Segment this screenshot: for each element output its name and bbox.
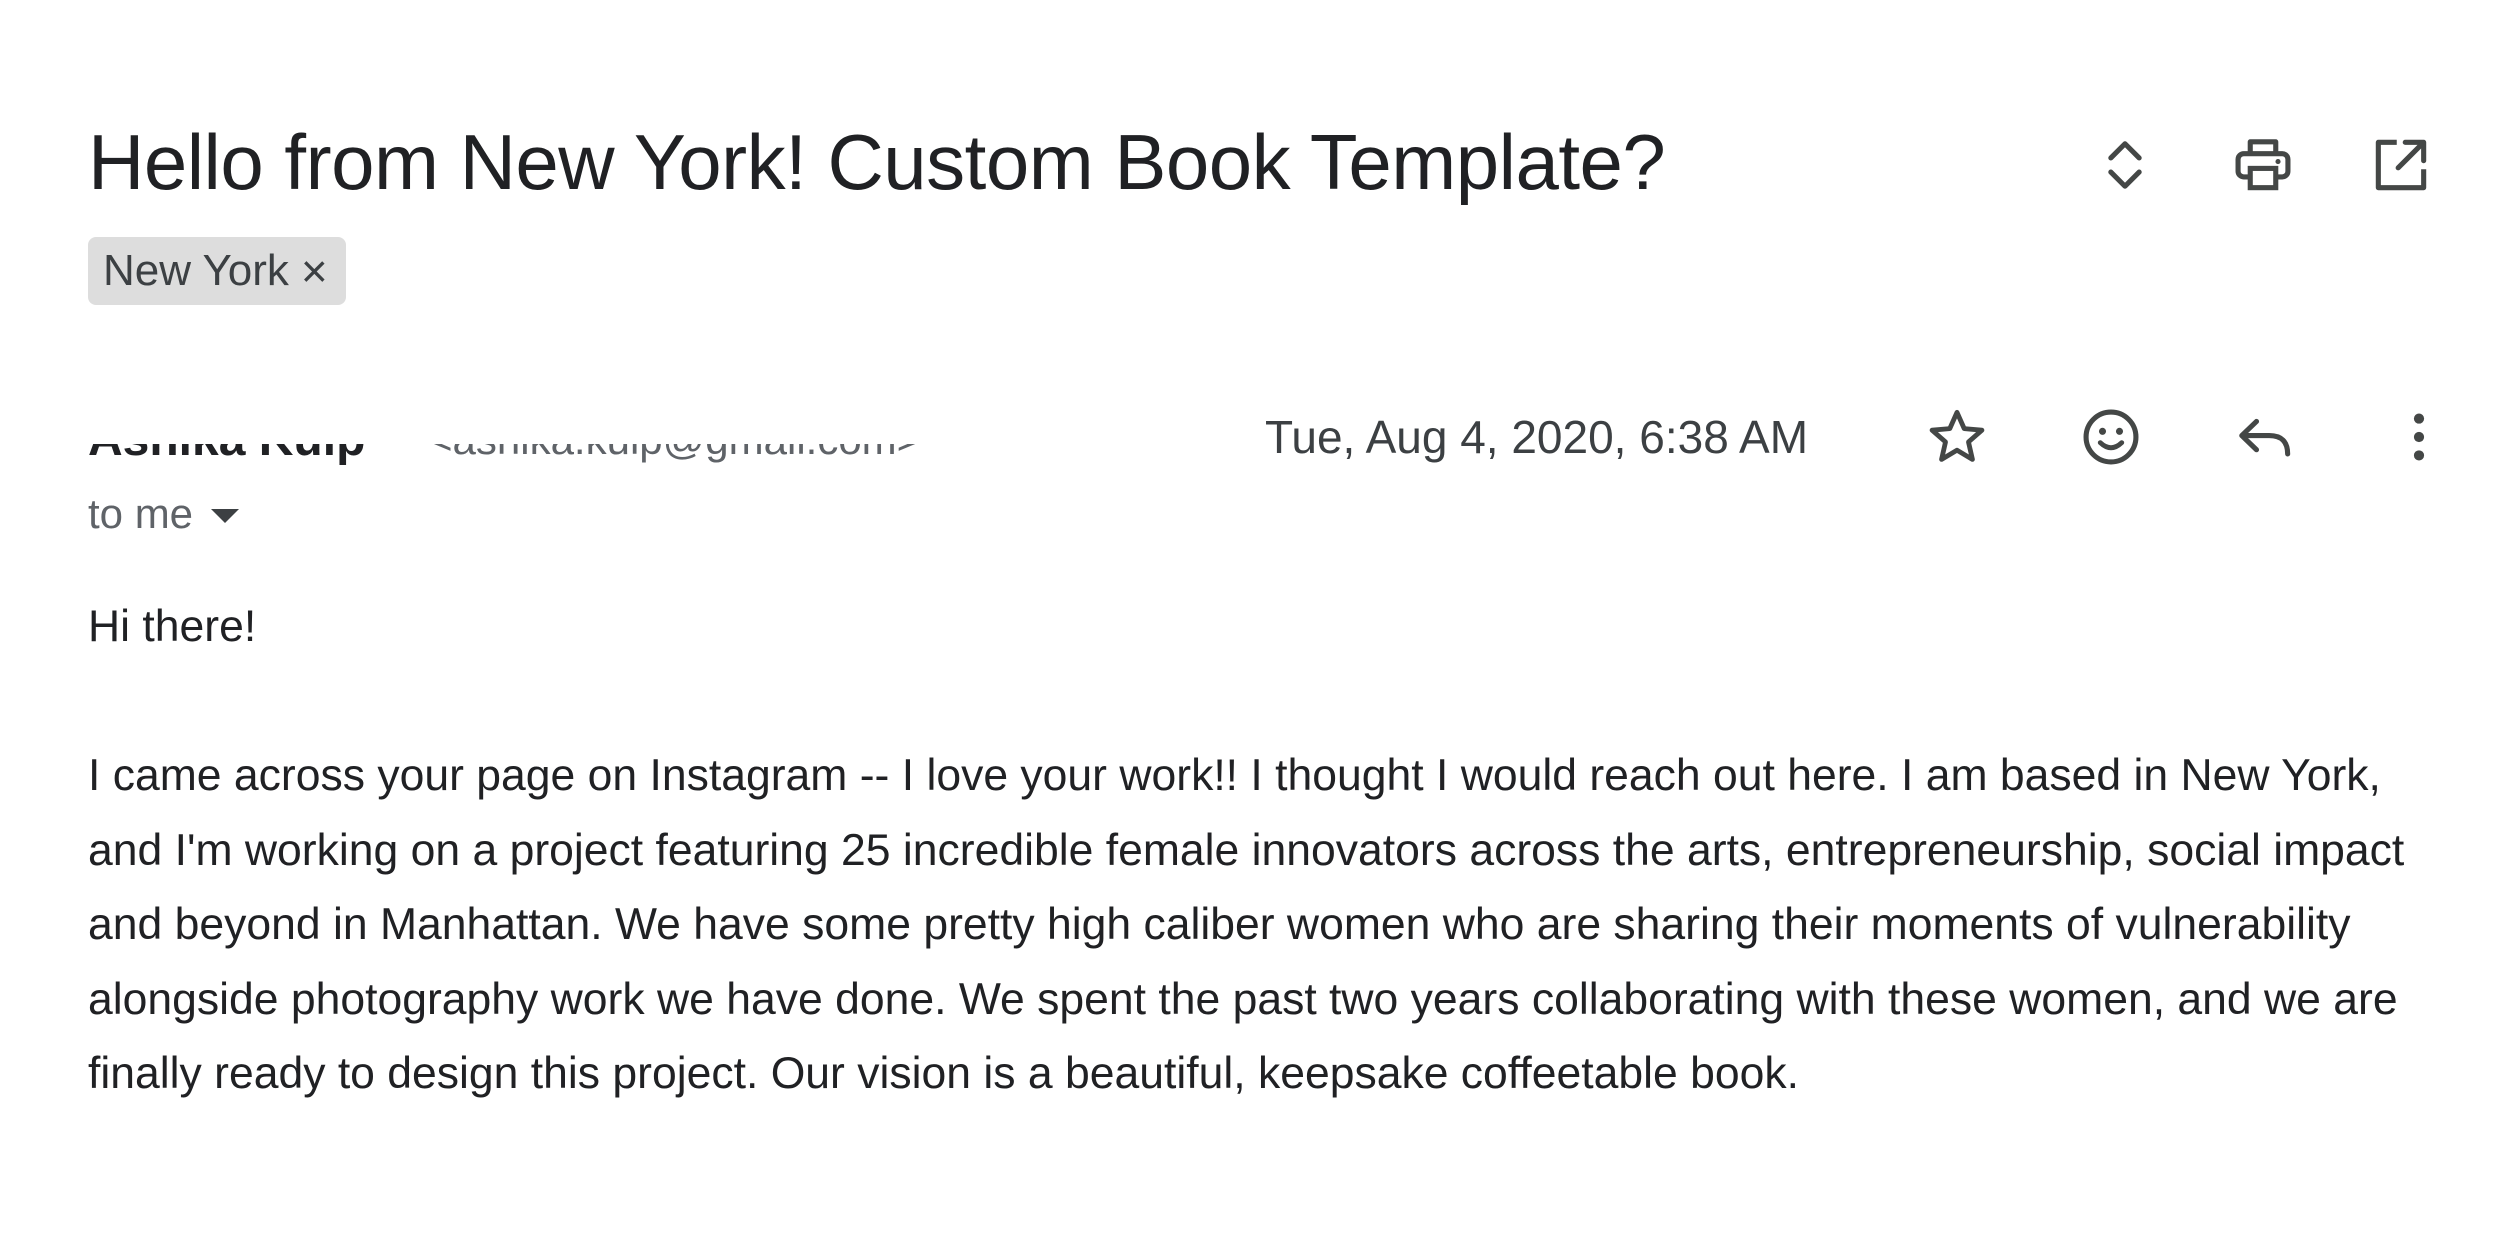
print-icon <box>2229 131 2297 199</box>
remove-label-icon[interactable]: × <box>300 245 328 297</box>
add-reaction-button[interactable] <box>2070 396 2152 478</box>
emoji-icon <box>2077 403 2145 471</box>
message-date: Tue, Aug 4, 2020, 6:38 AM <box>1265 411 1809 463</box>
body-paragraph: I came across your page on Instagram -- I love your work!! I thought I would reach out here. I am based in New York, and I'm working on a project featuring 25 incredible female innovators across the arts, entrepreneurship, social impact and beyond in Manhattan. We have some pretty high caliber women who are sharing their moments of vulnerability alongside photography work we have done. We spent the past two years collaborating with these women, and we are finally ready to design this project. Our vision is a beautiful, keepsake coffeetable book. <box>88 751 2405 1098</box>
email-subject: Hello from New York! Custom Book Template? <box>88 118 1666 206</box>
star-button[interactable] <box>1916 396 1998 478</box>
recipient-details-toggle[interactable] <box>88 490 239 538</box>
print-button[interactable] <box>2222 124 2304 206</box>
reply-button[interactable] <box>2224 396 2306 478</box>
unfold-more-icon <box>2091 131 2159 199</box>
reply-icon <box>2231 403 2299 471</box>
expand-all-button[interactable] <box>2084 124 2166 206</box>
sender-row <box>88 388 968 468</box>
recipient-text: to me <box>88 490 194 537</box>
star-icon <box>1923 403 1991 471</box>
header-actions <box>2084 124 2442 206</box>
chevron-down-icon <box>211 509 239 523</box>
more-options-button[interactable] <box>2378 396 2460 478</box>
greeting: Hi there! <box>88 602 257 651</box>
message-actions <box>1916 396 2460 478</box>
more-vert-icon <box>2385 403 2453 471</box>
sender-redaction <box>88 388 968 444</box>
label-chip-text: New York <box>103 246 289 295</box>
label-chip[interactable] <box>88 237 346 305</box>
open-in-new-window-button[interactable] <box>2360 124 2442 206</box>
open-in-new-icon <box>2367 131 2435 199</box>
message-body <box>88 590 2448 1112</box>
